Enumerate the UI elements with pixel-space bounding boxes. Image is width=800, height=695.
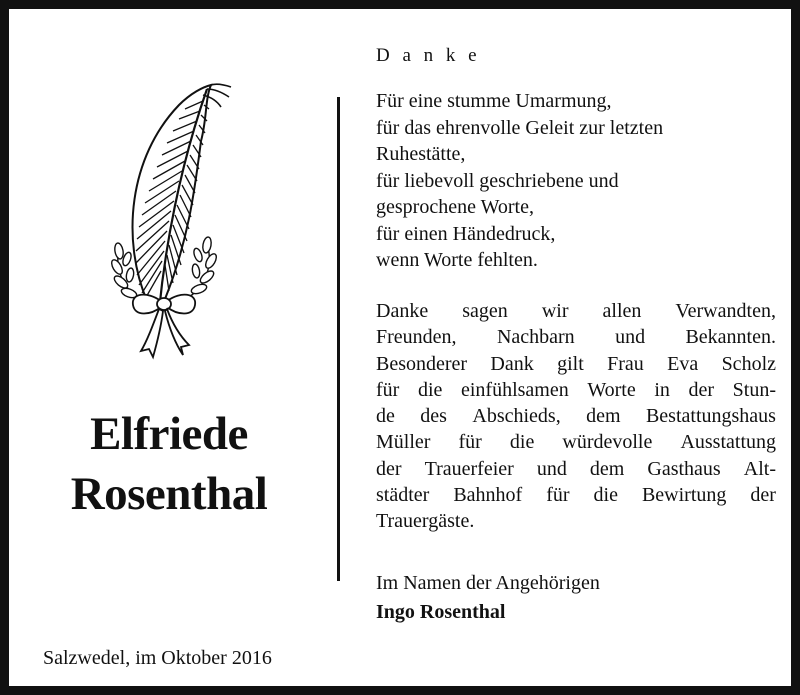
paragraph-line [376, 377, 776, 403]
paragraph-word: die [417, 378, 443, 401]
paragraph-word: Ausstattung [680, 431, 776, 454]
paragraph-word: Gasthaus [647, 457, 721, 480]
paragraph-word: dem [586, 405, 621, 428]
thanks-paragraph [376, 298, 776, 535]
paragraph-word: der [376, 457, 402, 480]
paragraph-word: Trauerfeier [424, 457, 514, 480]
paragraph-word: einfühlsamen [460, 378, 569, 401]
paragraph-word: die [509, 431, 535, 454]
vertical-divider [337, 97, 340, 581]
poem-block [376, 88, 776, 274]
paragraph-word: des [420, 405, 447, 428]
poem-line: Ruhestätte, [376, 143, 466, 165]
paragraph-word: die [593, 484, 618, 507]
paragraph-word: Besonderer [376, 352, 468, 375]
paragraph-word: Bekannten. [685, 326, 776, 349]
paragraph-word: und [615, 326, 646, 349]
paragraph-word: städter [376, 484, 430, 507]
paragraph-word: gilt [557, 352, 584, 375]
paragraph-word: würdevolle [562, 431, 653, 454]
paragraph-word: Alt- [743, 457, 776, 480]
paragraph-word: Nachbarn [496, 326, 575, 349]
poem-line: wenn Worte fehlten. [376, 249, 538, 271]
paragraph-word: Trauergäste. [376, 510, 475, 533]
paragraph-word: allen [602, 300, 642, 322]
paragraph-word: Freunden, [376, 326, 457, 349]
paragraph-word: de [376, 405, 395, 428]
paragraph-line [376, 324, 776, 350]
poem-line: für liebevoll geschriebene und [376, 169, 619, 192]
paragraph-word: Verwandten, [675, 300, 776, 322]
paragraph-word: für [458, 431, 482, 454]
paragraph-line [376, 403, 776, 429]
paragraph-line [376, 351, 776, 377]
paragraph-word: wir [541, 300, 569, 322]
paragraph-word: Bewirtung [641, 484, 727, 507]
paragraph-word: Eva [667, 352, 699, 375]
paragraph-word: für [376, 378, 400, 401]
paragraph-word: in [654, 378, 670, 401]
poem-line: Für eine stumme Umarmung, [376, 90, 612, 112]
deceased-last-name: Rosenthal [70, 468, 268, 520]
paragraph-line [376, 298, 776, 324]
paragraph-word: Abschieds, [472, 405, 561, 428]
poem-line: für das ehrenvolle Geleit zur letzten [376, 116, 664, 139]
paragraph-word: der [750, 484, 776, 507]
paragraph-line [376, 482, 776, 508]
paragraph-word: sagen [462, 300, 508, 322]
paragraph-line [376, 429, 776, 455]
heading-danke: D a n k e [376, 45, 481, 66]
paragraph-word: Scholz [721, 352, 776, 375]
poem-line: gesprochene Worte, [376, 196, 534, 218]
feather-wreath-icon [107, 79, 237, 369]
paragraph-word: dem [589, 457, 625, 480]
paragraph-word: Frau [607, 352, 644, 375]
paragraph-word: Bahnhof [453, 484, 523, 507]
paragraph-word: Danke [376, 300, 429, 322]
signer-name: Ingo Rosenthal [376, 601, 506, 623]
paragraph-word: Stun- [732, 378, 776, 401]
paragraph-word: Worte [587, 378, 636, 401]
paragraph-line [376, 456, 776, 482]
poem-line: für einen Händedruck, [376, 222, 556, 245]
paragraph-word: der [688, 378, 715, 401]
paragraph-word: Müller [376, 431, 431, 454]
paragraph-line [376, 508, 776, 534]
paragraph-word: Bestattungshaus [645, 405, 776, 428]
deceased-first-name: Elfriede [90, 408, 248, 460]
paragraph-word: für [546, 484, 570, 507]
paragraph-word: und [536, 457, 567, 480]
paragraph-word: Dank [490, 352, 534, 375]
closing-line: Im Namen der Angehörigen [376, 572, 600, 594]
place-date: Salzwedel, im Oktober 2016 [43, 647, 272, 669]
